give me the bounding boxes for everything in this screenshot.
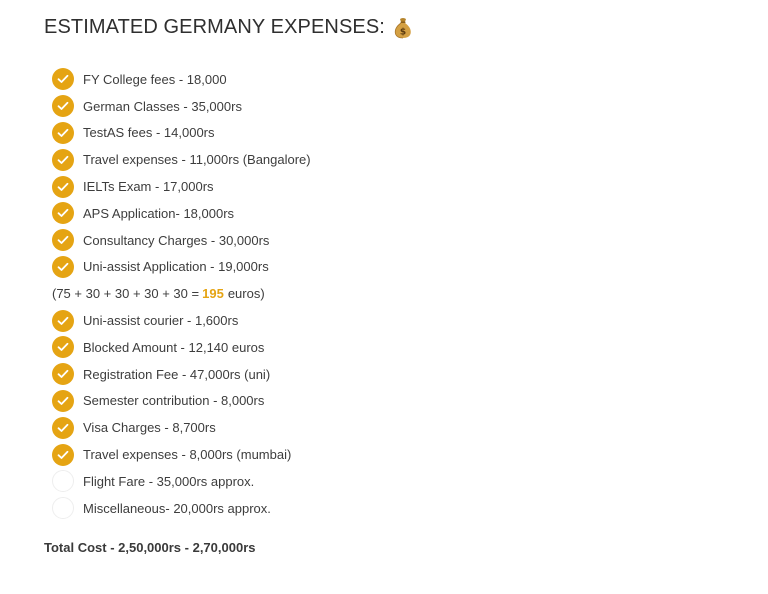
- checklist-item-label: IELTs Exam - 17,000rs: [83, 179, 214, 195]
- checklist-item-label: TestAS fees - 14,000rs: [83, 125, 215, 141]
- note-highlight-value: 195: [202, 286, 224, 302]
- calculation-note: [52, 280, 652, 307]
- checklist-item-label: APS Application- 18,000rs: [83, 205, 235, 221]
- checkmark-icon: [57, 450, 69, 460]
- money-bag-icon: [393, 17, 413, 39]
- checklist-item: [52, 254, 652, 281]
- page-title: [44, 16, 413, 39]
- checked-checkbox-icon[interactable]: [52, 176, 74, 198]
- checklist-item-label: Uni-assist Application - 19,000rs: [83, 259, 269, 275]
- checklist-item: [52, 334, 652, 361]
- checkmark-icon: [57, 101, 69, 111]
- checked-checkbox-icon[interactable]: [52, 310, 74, 332]
- checklist-item: [52, 468, 652, 495]
- checklist-item-label: Blocked Amount - 12,140 euros: [83, 339, 265, 355]
- total-cost: Total Cost - 2,50,000rs - 2,70,000rs: [44, 540, 256, 555]
- checkmark-icon: [57, 235, 69, 245]
- checklist-item: [52, 495, 652, 522]
- checked-checkbox-icon[interactable]: [52, 68, 74, 90]
- checkmark-icon: [57, 182, 69, 192]
- checkmark-icon: [57, 396, 69, 406]
- checklist-item-label: Registration Fee - 47,000rs (uni): [83, 366, 271, 382]
- checklist-item: [52, 414, 652, 441]
- checkmark-icon: [57, 262, 69, 272]
- checkmark-icon: [57, 208, 69, 218]
- note-prefix: (75 + 30 + 30 + 30 + 30 =: [52, 286, 200, 302]
- checklist-item: [52, 307, 652, 334]
- checked-checkbox-icon[interactable]: [52, 256, 74, 278]
- svg-text:$: $: [399, 27, 407, 37]
- checklist-item: [52, 361, 652, 388]
- checkmark-icon: [57, 316, 69, 326]
- checked-checkbox-icon[interactable]: [52, 122, 74, 144]
- checked-checkbox-icon[interactable]: [52, 95, 74, 117]
- checkmark-icon: [57, 128, 69, 138]
- unchecked-checkbox-icon[interactable]: [52, 497, 74, 519]
- checklist-item: [52, 227, 652, 254]
- checked-checkbox-icon[interactable]: [52, 390, 74, 412]
- checkmark-icon: [57, 74, 69, 84]
- checklist-item-label: FY College fees - 18,000: [83, 71, 227, 87]
- checklist-item-label: Travel expenses - 8,000rs (mumbai): [83, 447, 292, 463]
- checklist-item-label: Uni-assist courier - 1,600rs: [83, 313, 239, 329]
- checklist-item: [52, 441, 652, 468]
- checklist-item-label: Visa Charges - 8,700rs: [83, 420, 216, 436]
- checklist-item: [52, 173, 652, 200]
- checkmark-icon: [57, 369, 69, 379]
- checked-checkbox-icon[interactable]: [52, 229, 74, 251]
- page-title-text: ESTIMATED GERMANY EXPENSES:: [44, 16, 385, 38]
- checked-checkbox-icon[interactable]: [52, 336, 74, 358]
- checked-checkbox-icon[interactable]: [52, 363, 74, 385]
- checklist-item: [52, 93, 652, 120]
- checklist-item: [52, 66, 652, 93]
- unchecked-checkbox-icon[interactable]: [52, 470, 74, 492]
- expense-checklist: [52, 66, 652, 522]
- checked-checkbox-icon[interactable]: [52, 417, 74, 439]
- checklist-item-label: Semester contribution - 8,000rs: [83, 393, 265, 409]
- checklist-item-label: Travel expenses - 11,000rs (Bangalore): [83, 152, 311, 168]
- checklist-item-label: German Classes - 35,000rs: [83, 98, 242, 114]
- checkmark-icon: [57, 423, 69, 433]
- checked-checkbox-icon[interactable]: [52, 202, 74, 224]
- checked-checkbox-icon[interactable]: [52, 149, 74, 171]
- checkmark-icon: [57, 342, 69, 352]
- checklist-group-1: [52, 66, 652, 280]
- checked-checkbox-icon[interactable]: [52, 444, 74, 466]
- checkmark-icon: [57, 155, 69, 165]
- checklist-item: [52, 200, 652, 227]
- checklist-item: [52, 120, 652, 147]
- checklist-group-2: [52, 307, 652, 521]
- checklist-item: [52, 388, 652, 415]
- checklist-item-label: Flight Fare - 35,000rs approx.: [83, 473, 255, 489]
- checklist-item-label: Consultancy Charges - 30,000rs: [83, 232, 270, 248]
- checklist-item: [52, 146, 652, 173]
- note-suffix: euros): [227, 286, 265, 302]
- checklist-item-label: Miscellaneous- 20,000rs approx.: [83, 500, 271, 516]
